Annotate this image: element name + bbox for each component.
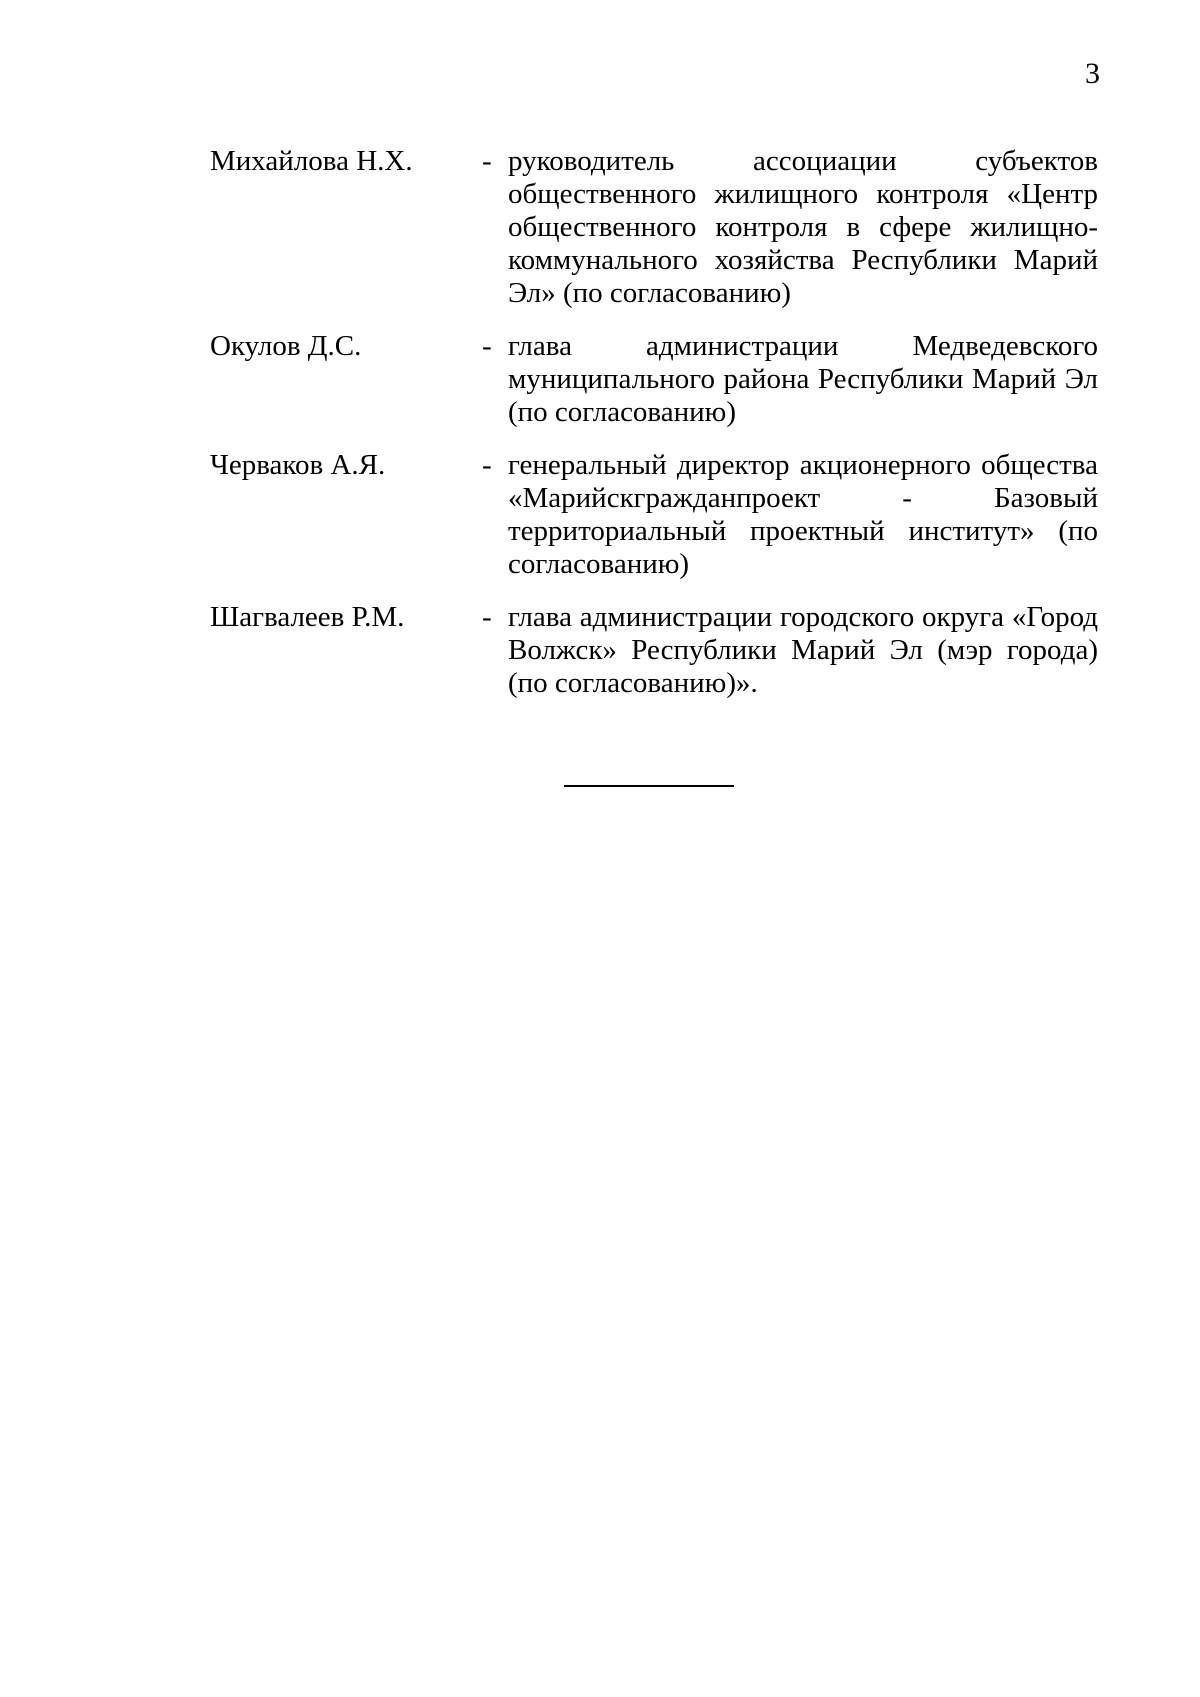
page-number: 3	[1085, 57, 1100, 90]
member-row	[210, 449, 1098, 581]
member-name: Черваков А.Я.	[210, 449, 386, 481]
member-dash: -	[482, 145, 492, 177]
member-name: Окулов Д.С.	[210, 330, 362, 362]
member-dash: -	[482, 330, 492, 362]
member-list	[210, 145, 1098, 720]
member-dash: -	[482, 601, 492, 633]
closing-divider	[564, 785, 734, 787]
member-row	[210, 601, 1098, 700]
member-role: глава администрации городского округа «Город Волжск» Республики Марий Эл (мэр города) (по согласованию)».	[508, 601, 1098, 699]
member-role: генеральный директор акционерного общества «Марийскгражданпроект - Базовый территориальный проектный институт» (по согласованию)	[508, 449, 1098, 580]
member-row	[210, 145, 1098, 310]
member-row	[210, 330, 1098, 429]
member-name: Михайлова Н.Х.	[210, 145, 413, 177]
member-name: Шагвалеев Р.М.	[210, 601, 405, 633]
member-role: глава администрации Медведевского муниципального района Республики Марий Эл (по согласованию)	[508, 330, 1098, 428]
member-dash: -	[482, 449, 492, 481]
member-role: руководитель ассоциации субъектов общественного жилищного контроля «Центр общественного контроля в сфере жилищно-коммунального хозяйства Республики Марий Эл» (по согласованию)	[508, 145, 1098, 309]
